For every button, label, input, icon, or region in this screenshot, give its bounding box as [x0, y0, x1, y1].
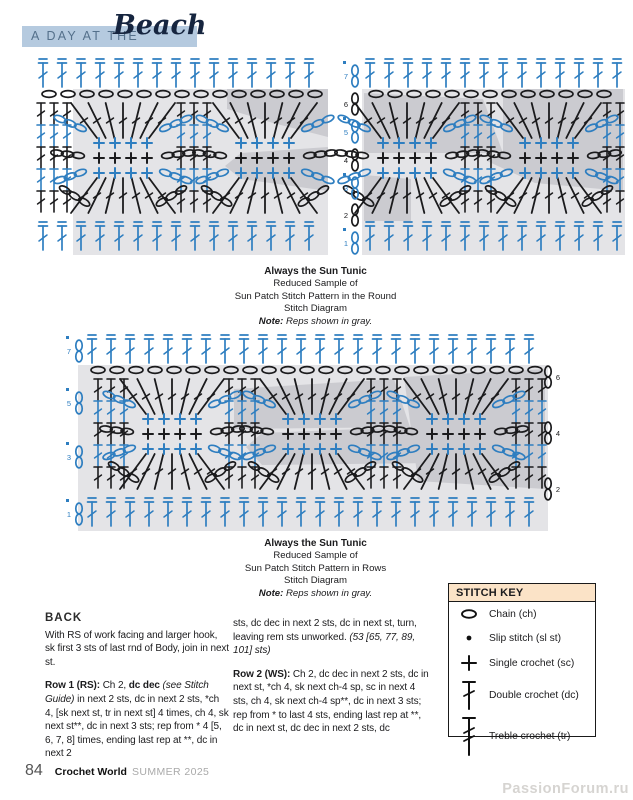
stitch-key-label: Treble crochet (tr)	[489, 730, 571, 742]
slip-icon	[449, 632, 489, 644]
page-number: 84	[25, 762, 43, 779]
caption-round-title: Always the Sun Tunic	[264, 266, 367, 277]
stitch-diagram-round	[35, 57, 625, 258]
watermark: PassionForum.ru	[502, 781, 629, 797]
svg-text:6: 6	[343, 100, 349, 109]
stitch-key-row	[449, 626, 595, 650]
stitch-key-box	[448, 583, 596, 742]
svg-text:6: 6	[555, 373, 561, 382]
svg-text:5: 5	[343, 128, 349, 137]
svg-text:2: 2	[343, 211, 349, 220]
caption-round-line1: Reduced Sample of	[273, 278, 358, 290]
stitch-key-row	[449, 714, 595, 758]
article-column-1	[45, 612, 229, 771]
stitch-key-label: Single crochet (sc)	[489, 657, 575, 669]
paragraph: Row 2 (WS): Ch 2, dc dec in next 2 sts, dc in next st, *ch 4, sk next ch-4 sp, sc in next 4 sts, ch 4, sk next ch-4 sp**, dc in next 3 sts; rep from * to last 4 sts, ending last rep at **, dc in next st, dc dec in next 2 sts, dc	[233, 668, 429, 735]
caption-rows-line1: Reduced Sample of	[273, 550, 358, 562]
caption-rows-title: Always the Sun Tunic	[264, 538, 367, 549]
stitch-key-row	[449, 602, 595, 626]
svg-text:2: 2	[555, 485, 561, 494]
footer	[25, 762, 209, 780]
sc-icon	[449, 655, 489, 671]
svg-text:4: 4	[343, 156, 349, 165]
paragraph: sts, dc dec in next 2 sts, dc in next st, turn, leaving rem sts unworked. (53 [65, 77, 89, 101] sts)	[233, 618, 417, 657]
caption-round-note: Note: Reps shown in gray.	[258, 315, 373, 327]
paragraph: Row 1 (RS): Ch 2, dc dec (see Stitch Guide) in next 2 sts, dc in next 2 sts, *ch 4, [sk next st, tr in next st] 4 times, ch 4, sk next st**, dc in next 3 sts; rep from * 4 [5, 6, 7, 8] times, ending last rep at **, dc in next 2	[45, 680, 229, 760]
svg-text:3: 3	[66, 453, 72, 462]
instructions-col2	[233, 617, 431, 736]
stitch-key-row	[449, 650, 595, 676]
svg-text:3: 3	[343, 184, 349, 193]
svg-text:7: 7	[343, 72, 349, 81]
caption-round	[158, 266, 473, 328]
svg-text:4: 4	[555, 429, 561, 438]
caption-rows	[158, 538, 473, 600]
caption-round-line3: Stitch Diagram	[284, 303, 347, 315]
svg-text:1: 1	[66, 510, 72, 519]
article-column-2	[233, 617, 431, 746]
header-eyebrow: A DAY AT THE	[31, 29, 139, 43]
stitch-key-label: Chain (ch)	[489, 608, 537, 620]
dc-icon	[449, 679, 489, 711]
svg-text:5: 5	[66, 399, 72, 408]
svg-text:7: 7	[66, 347, 72, 356]
stitch-diagram-rows	[64, 333, 564, 534]
header-script-title: Beach	[113, 10, 207, 41]
stitch-key-items	[449, 602, 595, 758]
caption-round-line2: Sun Patch Stitch Pattern in the Round	[234, 290, 397, 302]
diagram-svg	[64, 333, 564, 534]
tr-icon	[449, 715, 489, 757]
paragraph: With RS of work facing and larger hook, sk first 3 sts of last rnd of Body, join in next st.	[45, 629, 229, 668]
stitch-key-label: Double crochet (dc)	[489, 689, 579, 701]
stitch-key-row	[449, 676, 595, 714]
diagram-svg	[35, 57, 625, 258]
svg-text:1: 1	[343, 239, 349, 248]
stitch-key-label: Slip stitch (sl st)	[489, 632, 562, 644]
caption-rows-note: Note: Reps shown in gray.	[258, 587, 373, 599]
caption-rows-line3: Stitch Diagram	[284, 575, 347, 587]
instructions-col1	[45, 629, 229, 761]
magazine-name: Crochet World	[54, 766, 127, 778]
chain-icon	[449, 607, 489, 621]
stitch-key-title: STITCH KEY	[449, 584, 595, 602]
issue-label: SUMMER 2025	[131, 766, 210, 778]
section-heading-back: BACK	[45, 612, 83, 624]
caption-rows-line2: Sun Patch Stitch Pattern in Rows	[244, 562, 387, 574]
